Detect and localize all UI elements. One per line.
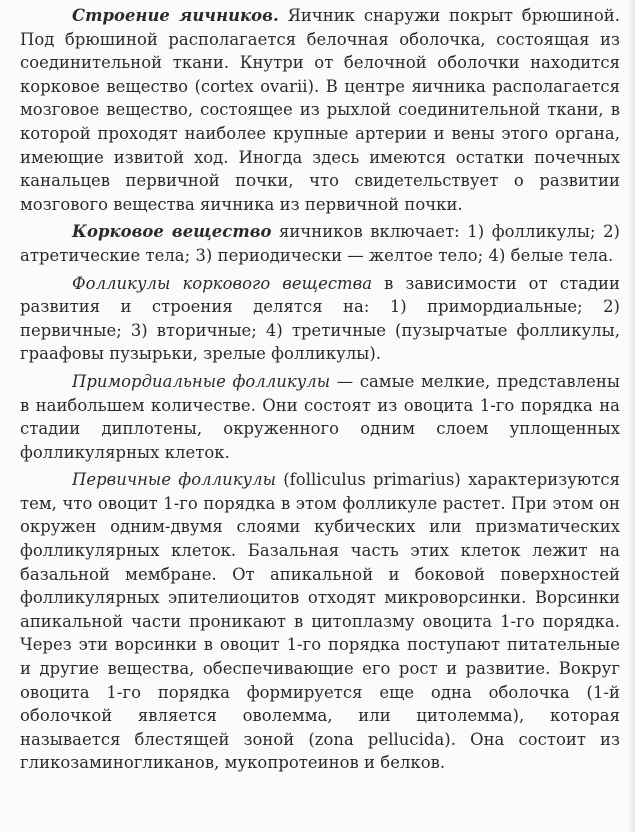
paragraph-body: (folliculus primarius) характеризуются тем, что овоцит 1-го порядка в этом фолликуле растет. При этом он окружен одним-двумя слоями кубических или призматических фолликулярных клеток. Базальная часть этих клеток лежит на базальной мембране. От апикальной и боковой поверхностей фолликулярных эпителиоцитов отходят микроворсинки. Ворсинки апикальной части проникают в цитоплазму овоцита 1-го порядка. Через эти ворсинки в овоцит 1-го порядка поступают питательные и другие вещества, обеспечивающие его рост и развитие. Вокруг овоцита 1-го порядка формируется еще одна оболочка (1-й оболочкой является оволемма, или цитолемма), которая называется блестящей зоной (zona pellucida). Она состоит из гликозаминогликанов, мукопротеинов и белков. xyxy=(20,470,620,773)
paragraph-primordial-follicles xyxy=(20,370,620,464)
page-edge-shadow xyxy=(627,0,635,832)
paragraph-primary-follicles xyxy=(20,468,620,775)
paragraph-ovary-structure xyxy=(20,4,620,216)
paragraph-cortex xyxy=(20,220,620,267)
heading-cortex: Корковое вещество xyxy=(72,222,272,242)
term-cortex-follicles: Фолликулы коркового вещества xyxy=(72,273,373,293)
paragraph-body: — самые мелкие, представлены в наибольшем количестве. Они состоят из овоцита 1-го порядка на стадии диплотены, окруженного одним слоем уплощенных фолликулярных клеток. xyxy=(20,371,620,462)
heading-ovary-structure: Строение яичников. xyxy=(72,6,279,25)
paragraph-body: в зависимости от стадии развития и строения делятся на: 1) примордиальные; 2) первичные; 3) вторичные; 4) третичные (пузырчатые фолликулы, граафовы пузырьки, зрелые фолликулы). xyxy=(20,273,620,364)
paragraph-cortex-follicles xyxy=(20,272,620,366)
term-primordial-follicles: Примордиальные фолликулы xyxy=(72,371,331,391)
paragraph-body: Яичник снаружи покрыт брюшиной. Под брюшиной располагается белочная оболочка, состоящая из соединительной ткани. Кнутри от белочной оболочки находится корковое вещество (cortex ovarii). В центре яичника располагается мозговое вещество, состоящее из рыхлой соединительной ткани, в которой проходят наиболее крупные артерии и вены этого органа, имеющие извитой ход. Иногда здесь имеются остатки почечных канальцев первичной почки, что свидетельствует о развитии мозгового вещества яичника из первичной почки. xyxy=(20,6,620,214)
paragraph-body: яичников включает: 1) фолликулы; 2) атретические тела; 3) периодически — желтое тело; 4) белые тела. xyxy=(20,222,620,265)
text-column xyxy=(20,4,620,775)
term-primary-follicles: Первичные фолликулы xyxy=(72,470,276,490)
